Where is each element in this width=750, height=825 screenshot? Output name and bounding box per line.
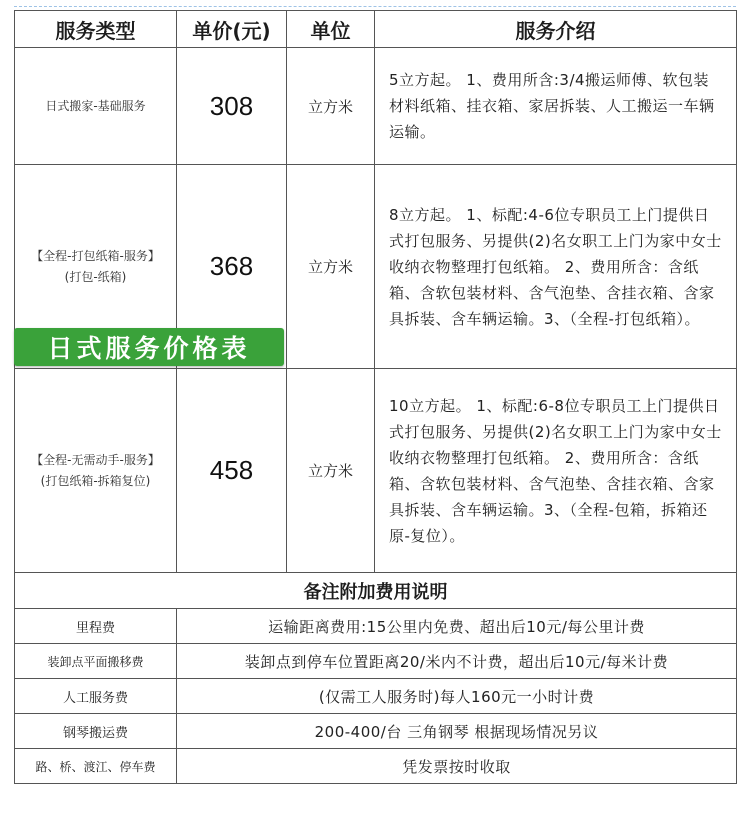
service-type-name: 【全程-打包纸箱-服务】	[31, 248, 160, 263]
service-description: 10立方起。 1、标配:6-8位专职员工上门提供日式打包服务、另提供(2)名女职工上门为家中女士收纳衣物整理打包纸箱。 2、费用所含：含纸箱、含软包装材料、含气泡垫、含挂衣箱、含家具拆装、含车辆运输。3、（全程-包箱，拆箱还原-复位）。	[375, 369, 737, 573]
fee-row	[15, 644, 737, 679]
service-row-full	[15, 369, 737, 573]
fee-name: 钢琴搬运费	[15, 714, 177, 749]
fee-row	[15, 609, 737, 644]
notes-title-row	[15, 573, 737, 609]
fee-name: 里程费	[15, 609, 177, 644]
fee-name: 装卸点平面搬移费	[15, 644, 177, 679]
top-divider	[14, 6, 736, 7]
fee-name: 人工服务费	[15, 679, 177, 714]
header-service-type: 服务类型	[15, 11, 177, 48]
service-description: 5立方起。 1、费用所含:3/4搬运师傅、软包装材料纸箱、挂衣箱、家居拆装、人工搬运一车辆运输。	[375, 48, 737, 165]
price-list-banner: 日式服务价格表	[14, 328, 284, 366]
service-unit: 立方米	[287, 165, 375, 369]
fee-row	[15, 749, 737, 784]
price-table	[14, 10, 737, 784]
service-unit: 立方米	[287, 369, 375, 573]
fee-description: 200-400/台 三角钢琴 根据现场情况另议	[177, 714, 737, 749]
header-unit: 单位	[287, 11, 375, 48]
fee-name: 路、桥、渡江、停车费	[15, 749, 177, 784]
notes-title: 备注附加费用说明	[15, 573, 737, 609]
service-type-name: 日式搬家-基础服务	[45, 98, 146, 113]
header-unit-price: 单价(元)	[177, 11, 287, 48]
service-type-sub: (打包纸箱-拆箱复位)	[40, 473, 151, 488]
service-row-basic	[15, 48, 737, 165]
fee-description: 凭发票按时收取	[177, 749, 737, 784]
table-header-row	[15, 11, 737, 48]
service-price: 458	[177, 369, 287, 573]
service-type-cell	[15, 48, 177, 165]
fee-description: 运输距离费用:15公里内免费、超出后10元/每公里计费	[177, 609, 737, 644]
header-description: 服务介绍	[375, 11, 737, 48]
service-type-name: 【全程-无需动手-服务】	[31, 452, 160, 467]
service-description: 8立方起。 1、标配:4-6位专职员工上门提供日式打包服务、另提供(2)名女职工上门为家中女士收纳衣物整理打包纸箱。 2、费用所含：含纸箱、含软包装材料、含气泡垫、含挂衣箱、含家具拆装、含车辆运输。3、（全程-打包纸箱）。	[375, 165, 737, 369]
fee-description: (仅需工人服务时)每人160元一小时计费	[177, 679, 737, 714]
service-type-sub: (打包-纸箱)	[64, 269, 127, 284]
service-price: 368	[177, 165, 287, 369]
fee-row	[15, 714, 737, 749]
service-type-cell	[15, 369, 177, 573]
fee-row	[15, 679, 737, 714]
fee-description: 装卸点到停车位置距离20/米内不计费，超出后10元/每米计费	[177, 644, 737, 679]
service-price: 308	[177, 48, 287, 165]
service-unit: 立方米	[287, 48, 375, 165]
